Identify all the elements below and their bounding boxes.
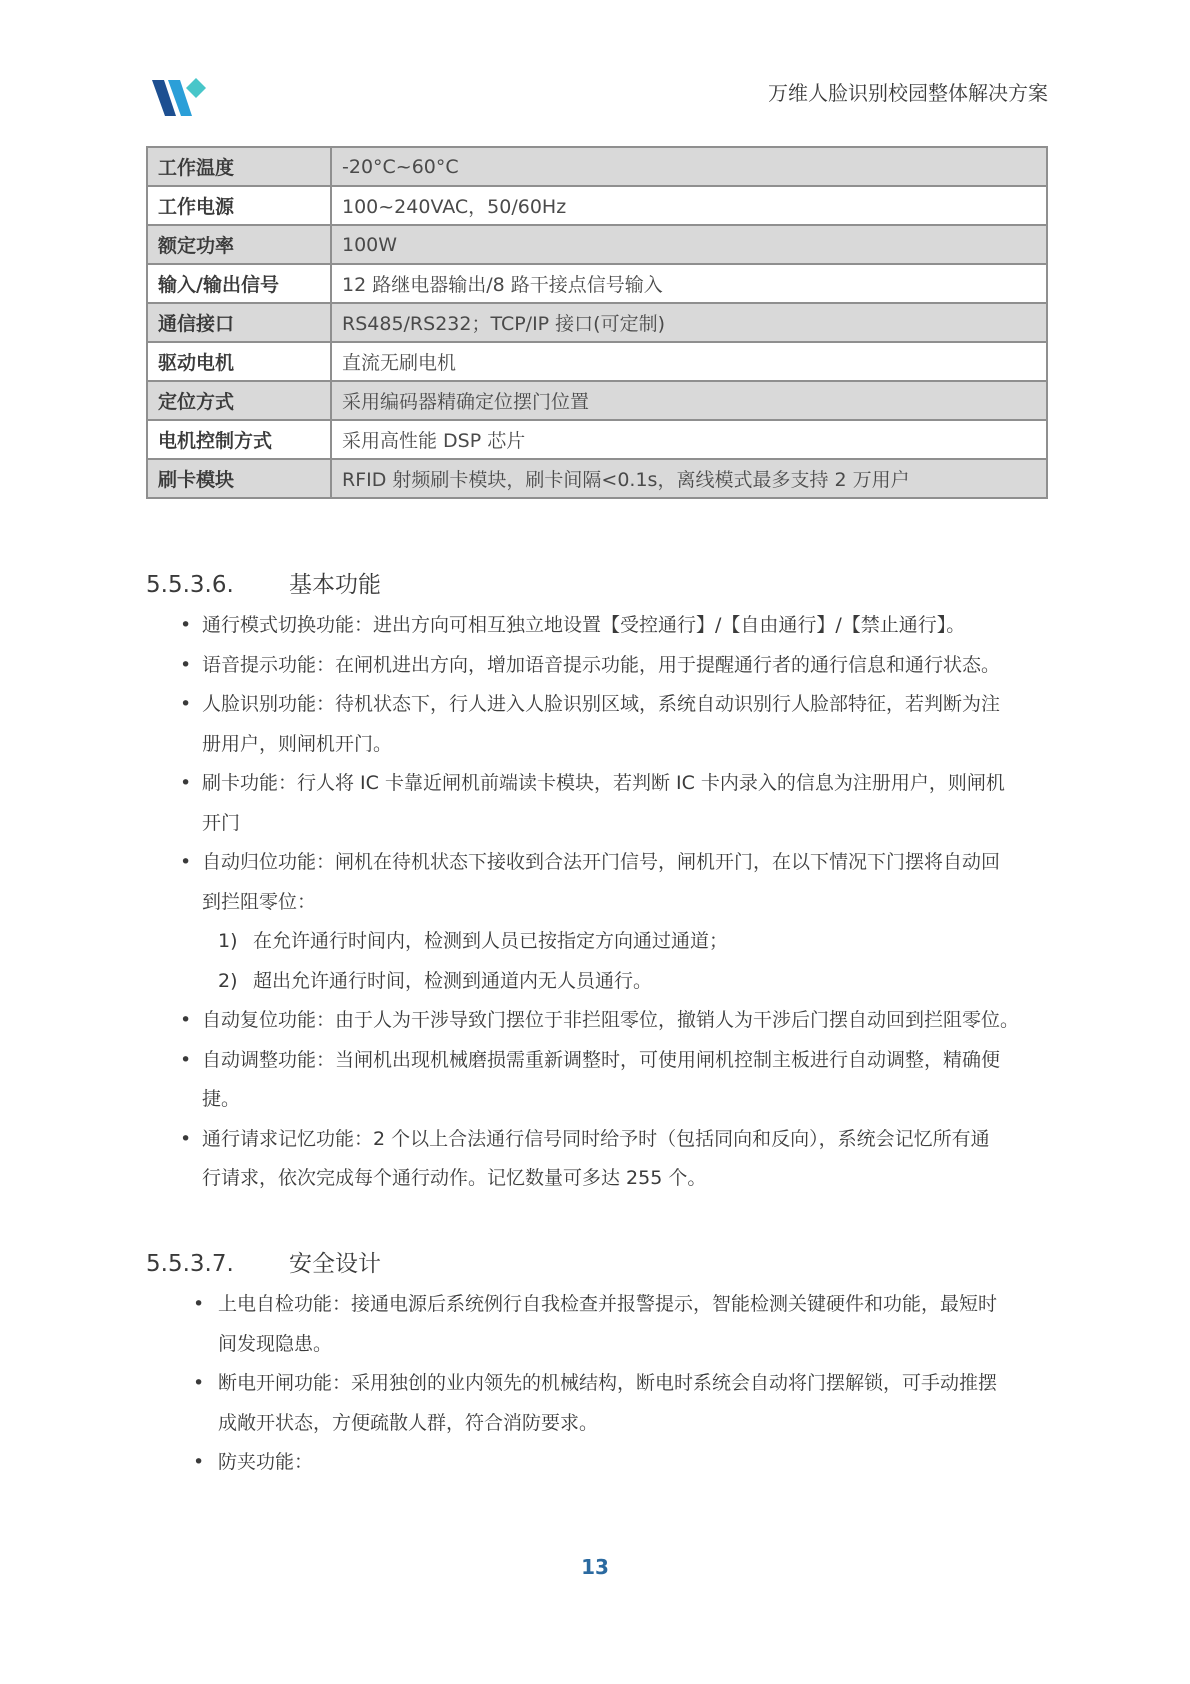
list-item — [146, 764, 1046, 843]
sub-item-text: 超出允许通行时间，检测到通道内无人员通行。 — [253, 969, 653, 992]
list-item-text: 语音提示功能：在闸机进出方向，增加语音提示功能，用于提醒通行者的通行信息和通行状态。 — [202, 653, 1001, 676]
spec-value: 采用高性能 DSP 芯片 — [331, 420, 1047, 459]
spec-label: 驱动电机 — [147, 342, 331, 381]
bullet-icon: • — [180, 653, 192, 676]
list-item-text: 通行模式切换功能：进出方向可相互独立地设置【受控通行】/【自由通行】/【禁止通行】。 — [202, 614, 966, 636]
safety-functions-list — [146, 1285, 1046, 1483]
list-item — [146, 1285, 1046, 1364]
numbered-sub-item — [146, 962, 1046, 1002]
spec-label: 刷卡模块 — [147, 459, 331, 498]
spec-row — [147, 420, 1047, 459]
bullet-icon: • — [180, 693, 192, 715]
basic-functions-list — [146, 606, 1046, 1199]
list-item-text: 上电自检功能：接通电源后系统例行自我检查并报警提示，智能检测关键硬件和功能，最短时 — [218, 1293, 998, 1315]
spec-value: 100~240VAC，50/60Hz — [331, 186, 1047, 225]
list-item-text: 成敞开状态，方便疏散人群，符合消防要求。 — [218, 1411, 599, 1434]
list-item — [146, 1364, 1046, 1443]
bullet-icon: • — [180, 614, 192, 636]
list-item-text: 人脸识别功能：待机状态下，行人进入人脸识别区域，系统自动识别行人脸部特征，若判断为注 — [202, 693, 1001, 715]
list-item-text: 行请求，依次完成每个通行动作。记忆数量可多达 255 个。 — [202, 1167, 707, 1189]
bullet-icon: • — [180, 1009, 192, 1031]
spec-row — [147, 264, 1047, 303]
spec-label: 通信接口 — [147, 303, 331, 342]
bullet-icon: • — [180, 851, 192, 873]
bullet-icon: • — [193, 1372, 205, 1394]
list-item-text: 自动调整功能：当闸机出现机械磨损需重新调整时，可使用闸机控制主板进行自动调整，精确便 — [202, 1048, 1001, 1071]
spec-label: 定位方式 — [147, 381, 331, 420]
list-item — [146, 1041, 1046, 1120]
spec-value: 100W — [331, 225, 1047, 264]
brand-logo — [152, 74, 218, 122]
spec-value: -20°C~60°C — [331, 147, 1047, 186]
list-item — [146, 1443, 1046, 1483]
bullet-icon: • — [193, 1293, 205, 1315]
spec-row — [147, 186, 1047, 225]
spec-value: RS485/RS232；TCP/IP 接口(可定制) — [331, 303, 1047, 342]
section-number: 5.5.3.7. — [146, 1251, 234, 1277]
list-item — [146, 1120, 1046, 1199]
spec-label: 额定功率 — [147, 225, 331, 264]
section-heading-safety — [146, 1245, 381, 1278]
list-item-text: 捷。 — [202, 1088, 241, 1110]
list-item — [146, 843, 1046, 922]
list-item-text: 到拦阻零位： — [202, 890, 317, 913]
spec-value: 12 路继电器输出/8 路干接点信号输入 — [331, 264, 1047, 303]
section-title: 基本功能 — [289, 572, 381, 598]
section-title: 安全设计 — [289, 1251, 381, 1277]
spec-value: 采用编码器精确定位摆门位置 — [331, 381, 1047, 420]
list-item-text: 通行请求记忆功能：2 个以上合法通行信号同时给予时（包括同向和反向），系统会记忆所有通 — [202, 1127, 990, 1150]
spec-row — [147, 147, 1047, 186]
bullet-icon: • — [193, 1451, 205, 1473]
list-item-text: 间发现隐患。 — [218, 1332, 333, 1355]
spec-row — [147, 303, 1047, 342]
section-number: 5.5.3.6. — [146, 572, 234, 598]
list-item-text: 防夹功能： — [218, 1451, 314, 1473]
list-item — [146, 646, 1046, 686]
spec-value: 直流无刷电机 — [331, 342, 1047, 381]
sub-item-number: 2) — [218, 969, 238, 992]
spec-row — [147, 342, 1047, 381]
list-item — [146, 606, 1046, 646]
sub-item-text: 在允许通行时间内，检测到人员已按指定方向通过通道； — [253, 930, 729, 952]
list-item — [146, 685, 1046, 764]
spec-label: 输入/输出信号 — [147, 264, 331, 303]
list-item-text: 册用户，则闸机开门。 — [202, 732, 393, 755]
numbered-sub-item — [146, 922, 1046, 962]
list-item-text: 自动复位功能：由于人为干涉导致门摆位于非拦阻零位，撤销人为干涉后门摆自动回到拦阻零位。 — [202, 1009, 1020, 1031]
sub-item-number: 1) — [218, 930, 238, 952]
list-item-text: 开门 — [202, 811, 241, 834]
bullet-icon: • — [180, 1127, 192, 1150]
spec-label: 电机控制方式 — [147, 420, 331, 459]
list-item-text: 自动归位功能：闸机在待机状态下接收到合法开门信号，闸机开门，在以下情况下门摆将自动回 — [202, 851, 1001, 873]
spec-label: 工作电源 — [147, 186, 331, 225]
spec-row — [147, 225, 1047, 264]
list-item-text: 断电开闸功能：采用独创的业内领先的机械结构，断电时系统会自动将门摆解锁，可手动推摆 — [218, 1372, 998, 1394]
spec-row — [147, 381, 1047, 420]
document-title: 万维人脸识别校园整体解决方案 — [768, 81, 1048, 105]
spec-label: 工作温度 — [147, 147, 331, 186]
spec-value: RFID 射频刷卡模块，刷卡间隔<0.1s，离线模式最多支持 2 万用户 — [331, 459, 1047, 498]
page-number: 13 — [581, 1555, 609, 1579]
bullet-icon: • — [180, 772, 192, 794]
spec-table — [146, 146, 1048, 499]
list-item — [146, 1001, 1046, 1041]
list-item-text: 刷卡功能：行人将 IC 卡靠近闸机前端读卡模块，若判断 IC 卡内录入的信息为注册用户，则闸机 — [202, 772, 1005, 794]
spec-row — [147, 459, 1047, 498]
section-heading-basic — [146, 566, 381, 599]
bullet-icon: • — [180, 1048, 192, 1071]
